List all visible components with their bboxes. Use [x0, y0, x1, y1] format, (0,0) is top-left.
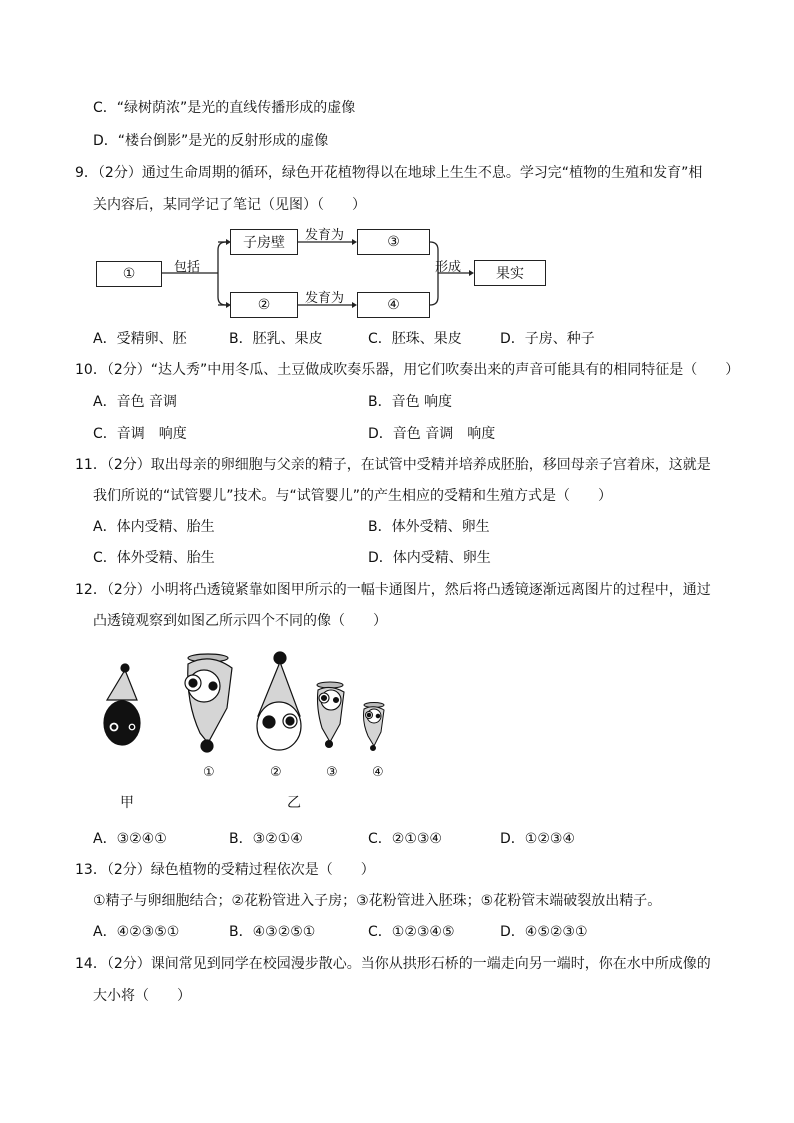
q13-option-b: B．④③②⑤①: [229, 924, 316, 940]
q13-option-a: A．④②③⑤①: [93, 924, 180, 940]
q9-stem-line1: 9．（2分）通过生命周期的循环，绿色开花植物得以在地球上生生不息。学习完“植物的生殖和发育”相: [75, 165, 703, 181]
q10-option-a: A．音色 音调: [93, 394, 178, 410]
cartoon-jia: [104, 664, 140, 745]
q13-stem-line2: ①精子与卵细胞结合；②花粉管进入子房；③花粉管进入胚珠；⑤花粉管末端破裂放出精子。: [93, 893, 662, 909]
diagram-label-form: 形成: [435, 260, 462, 275]
q13-stem-line1: 13．（2分）绿色植物的受精过程依次是（ ）: [75, 862, 375, 878]
q14-stem-line2: 大小将（ ）: [93, 988, 191, 1004]
q10-option-d: D．音色 音调 响度: [368, 426, 496, 442]
figure-label-4: ④: [372, 765, 384, 780]
cartoon-image-2: [257, 652, 301, 750]
q13-option-d: D．④⑤②③①: [500, 924, 588, 940]
cartoon-image-3: [317, 682, 344, 748]
q14-stem-line1: 14．（2分）课间常见到同学在校园漫步散心。当你从拱形石桥的一端走向另一端时，你在水中所成像的: [75, 956, 711, 972]
q13-option-c: C．①②③④⑤: [368, 924, 455, 940]
diagram-box-ovary-wall: 子房壁: [230, 229, 298, 255]
q10-stem-line1: 10．（2分）“达人秀”中用冬瓜、土豆做成吹奏乐器，用它们吹奏出来的声音可能具有的相同特征是（ ）: [75, 362, 740, 378]
q11-option-b: B．体外受精、卵生: [368, 519, 490, 535]
q12-stem-line2: 凸透镜观察到如图乙所示四个不同的像（ ）: [93, 613, 387, 629]
q10-option-b: B．音色 响度: [368, 394, 453, 410]
q9-option-c: C．胚珠、果皮: [368, 331, 462, 347]
diagram-label-develop-2: 发育为: [305, 291, 345, 306]
q9-diagram: [0, 0, 794, 330]
q12-option-d: D．①②③④: [500, 831, 575, 847]
cartoon-image-1: [185, 654, 232, 752]
q11-option-c: C．体外受精、胎生: [93, 550, 215, 566]
diagram-box-1: ①: [96, 261, 162, 287]
figure-caption-yi: 乙: [287, 795, 301, 811]
diagram-box-fruit: 果实: [474, 260, 546, 286]
diagram-box-3: ③: [357, 229, 430, 255]
figure-caption-jia: 甲: [120, 795, 134, 811]
q11-stem-line2: 我们所说的“试管婴儿”技术。与“试管婴儿”的产生相应的受精和生殖方式是（ ）: [93, 488, 613, 504]
q12-option-a: A．③②④①: [93, 831, 167, 847]
q12-figure: [90, 648, 410, 768]
cartoon-image-4: [364, 703, 385, 751]
q12-option-c: C．②①③④: [368, 831, 442, 847]
q9-option-d: D．子房、种子: [500, 331, 595, 347]
q11-option-a: A．体内受精、胎生: [93, 519, 215, 535]
diagram-box-4: ④: [357, 292, 430, 318]
figure-label-1: ①: [203, 765, 215, 780]
diagram-label-include: 包括: [174, 260, 201, 275]
q9-stem-line2: 关内容后，某同学记了笔记（见图）（ ）: [93, 197, 366, 213]
q12-stem-line1: 12．（2分）小明将凸透镜紧靠如图甲所示的一幅卡通图片，然后将凸透镜逐渐远离图片的过程中，通过: [75, 582, 711, 598]
q10-option-c: C．音调 响度: [93, 426, 187, 442]
figure-label-3: ③: [326, 765, 338, 780]
q8-option-d: D．“楼台倒影”是光的反射形成的虚像: [93, 133, 329, 149]
q11-option-d: D．体内受精、卵生: [368, 550, 491, 566]
q9-option-a: A．受精卵、胚: [93, 331, 187, 347]
q9-option-b: B．胚乳、果皮: [229, 331, 323, 347]
q12-option-b: B．③②①④: [229, 831, 303, 847]
cartoon-figures: [90, 648, 410, 768]
diagram-label-develop-1: 发育为: [305, 228, 345, 243]
diagram-box-2: ②: [230, 292, 298, 318]
q11-stem-line1: 11．（2分）取出母亲的卵细胞与父亲的精子，在试管中受精并培养成胚胎，移回母亲子宫着床，这就是: [75, 457, 711, 473]
figure-label-2: ②: [270, 765, 282, 780]
q8-option-c: C．“绿树荫浓”是光的直线传播形成的虚像: [93, 100, 356, 116]
